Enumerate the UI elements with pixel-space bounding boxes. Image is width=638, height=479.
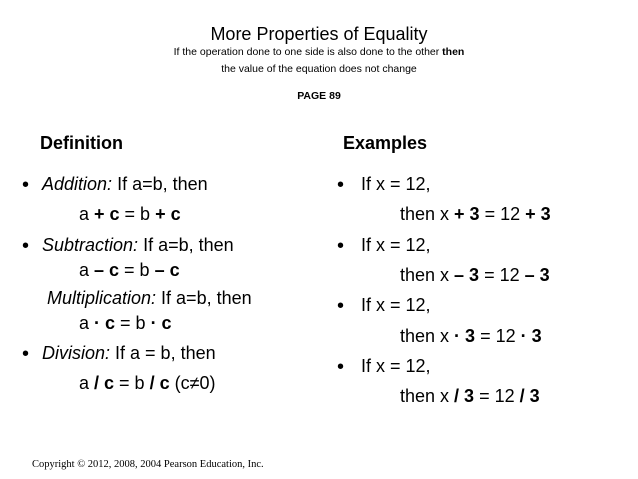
addition-definition xyxy=(42,174,208,195)
subtraction-equation xyxy=(79,260,180,281)
bullet-division: • xyxy=(22,343,30,365)
bullet-example-3: • xyxy=(337,295,345,317)
example-rhs: = 12 xyxy=(479,204,526,224)
multiplication-definition xyxy=(47,288,252,309)
example-2-then xyxy=(400,265,550,286)
eq-lhs-var: a xyxy=(79,373,95,393)
example-rhs: = 12 xyxy=(479,265,525,285)
addition-equation xyxy=(79,204,181,225)
addition-condition: If a=b, then xyxy=(112,174,208,194)
bullet-example-1: • xyxy=(337,174,345,196)
subtitle-line-2: the value of the equation does not change xyxy=(221,63,417,75)
copyright-notice: Copyright © 2012, 2008, 2004 Pearson Education, Inc. xyxy=(32,459,264,470)
addition-label: Addition: xyxy=(42,174,113,194)
example-lhs-op: / 3 xyxy=(454,386,475,406)
eq-lhs-var: a xyxy=(79,204,95,224)
example-3-if: If x = 12, xyxy=(361,295,431,315)
eq-rhs-var: = b xyxy=(119,204,156,224)
division-equation xyxy=(79,373,215,394)
example-rhs-op: – 3 xyxy=(524,265,550,285)
eq-rhs-var: = b xyxy=(119,260,155,280)
eq-lhs-op: – c xyxy=(94,260,120,280)
bullet-example-2: • xyxy=(337,235,345,257)
example-lhs-op: – 3 xyxy=(454,265,480,285)
eq-rhs-op: – c xyxy=(154,260,180,280)
example-lhs-op: + 3 xyxy=(454,204,480,224)
example-4-if: If x = 12, xyxy=(361,356,431,376)
multiplication-condition: If a=b, then xyxy=(156,288,252,308)
example-rhs: = 12 xyxy=(475,326,521,346)
eq-rhs-op: / c xyxy=(149,373,170,393)
example-rhs-op: + 3 xyxy=(525,204,551,224)
definition-header: Definition xyxy=(40,133,123,153)
eq-lhs-op: / c xyxy=(94,373,115,393)
example-rhs: = 12 xyxy=(474,386,520,406)
subtraction-condition: If a=b, then xyxy=(138,235,234,255)
subtitle-line-1 xyxy=(0,46,638,58)
multiplication-label: Multiplication: xyxy=(47,288,157,308)
subtitle-text: If the operation done to one side is also done to the other xyxy=(173,46,443,58)
example-lhs-op: · 3 xyxy=(454,326,476,346)
example-rhs-op: / 3 xyxy=(519,386,540,406)
eq-lhs-op: · c xyxy=(94,313,116,333)
example-rhs-op: · 3 xyxy=(520,326,542,346)
division-label: Division: xyxy=(42,343,111,363)
slide-title: More Properties of Equality xyxy=(210,24,428,44)
examples-header: Examples xyxy=(343,133,428,153)
example-lhs: then x xyxy=(400,265,455,285)
bullet-addition: • xyxy=(22,174,30,196)
example-lhs: then x xyxy=(400,204,455,224)
subtraction-definition xyxy=(42,235,234,256)
example-4-then xyxy=(400,386,540,407)
eq-lhs-op: + c xyxy=(94,204,120,224)
eq-lhs-var: a xyxy=(79,260,95,280)
eq-rhs-op: + c xyxy=(155,204,181,224)
division-condition: If a = b, then xyxy=(110,343,216,363)
bullet-subtraction: • xyxy=(22,235,30,257)
example-2-if: If x = 12, xyxy=(361,235,431,255)
example-1-then xyxy=(400,204,551,225)
eq-rhs-var: = b xyxy=(115,313,151,333)
subtraction-label: Subtraction: xyxy=(42,235,139,255)
multiplication-equation xyxy=(79,313,172,334)
example-3-then xyxy=(400,326,542,347)
eq-rhs-var: = b xyxy=(114,373,150,393)
eq-condition: (c≠0) xyxy=(169,373,216,393)
example-lhs: then x xyxy=(400,386,455,406)
bullet-example-4: • xyxy=(337,356,345,378)
eq-lhs-var: a xyxy=(79,313,95,333)
subtitle-then: then xyxy=(442,46,465,58)
page-reference: PAGE 89 xyxy=(297,90,341,102)
division-definition xyxy=(42,343,216,364)
example-1-if: If x = 12, xyxy=(361,174,431,194)
eq-rhs-op: · c xyxy=(150,313,172,333)
example-lhs: then x xyxy=(400,326,455,346)
